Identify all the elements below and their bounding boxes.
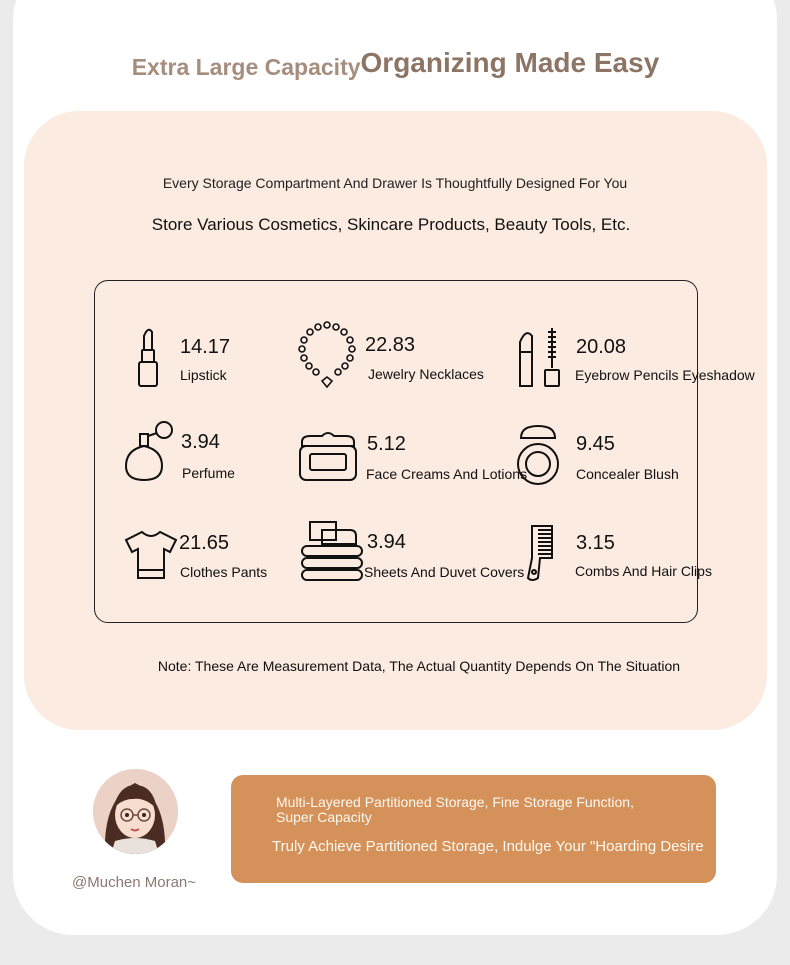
tshirt-icon <box>124 530 178 580</box>
item-label: Clothes Pants <box>180 564 268 580</box>
item-value: 5.12 <box>367 433 406 455</box>
item-value: 22.83 <box>365 334 416 356</box>
item-value: 3.94 <box>367 531 406 553</box>
item-value: 21.65 <box>179 532 230 554</box>
item-label: Face Creams And Lotions <box>366 466 528 482</box>
banner-line-1: Multi-Layered Partitioned Storage, Fine Storage Function, Super Capacity <box>276 794 634 825</box>
avatar <box>93 769 178 854</box>
title-part-1: Extra Large Capacity <box>131 53 361 80</box>
item-label: Eyebrow Pencils Eyeshadow <box>575 367 755 383</box>
bedding-icon <box>300 520 366 582</box>
feature-banner <box>231 775 716 883</box>
subtitle-store: Store Various Cosmetics, Skincare Products, Beauty Tools, Etc. <box>151 215 631 234</box>
measurement-note: Note: These Are Measurement Data, The Actual Quantity Depends On The Situation <box>157 658 681 674</box>
avatar-illustration <box>93 769 178 854</box>
item-value: 3.15 <box>576 532 615 554</box>
comb-icon <box>524 524 556 582</box>
eyebrow-pencil-icon <box>516 326 562 388</box>
item-label: Perfume <box>182 465 235 481</box>
perfume-icon <box>124 420 174 482</box>
necklace-icon <box>298 321 356 389</box>
item-label: Combs And Hair Clips <box>575 563 712 579</box>
item-label: Sheets And Duvet Covers <box>364 564 525 580</box>
item-value: 14.17 <box>180 336 231 358</box>
banner-line-2: Truly Achieve Partitioned Storage, Indulge Your "Hoarding Desire <box>272 838 704 855</box>
lipstick-icon <box>136 326 160 388</box>
title-part-2: Organizing Made Easy <box>360 47 660 78</box>
item-label: Lipstick <box>180 367 227 383</box>
author-handle: @Muchen Moran~ <box>72 874 197 891</box>
item-value: 20.08 <box>576 336 627 358</box>
compact-icon <box>515 424 561 486</box>
subtitle-design: Every Storage Compartment And Drawer Is Thoughtfully Designed For You <box>162 175 628 191</box>
item-value: 9.45 <box>576 433 615 455</box>
item-label: Concealer Blush <box>576 466 679 482</box>
item-label: Jewelry Necklaces <box>368 366 484 382</box>
page-title <box>128 30 663 96</box>
cream-jar-icon <box>298 428 358 482</box>
item-value: 3.94 <box>181 431 220 453</box>
